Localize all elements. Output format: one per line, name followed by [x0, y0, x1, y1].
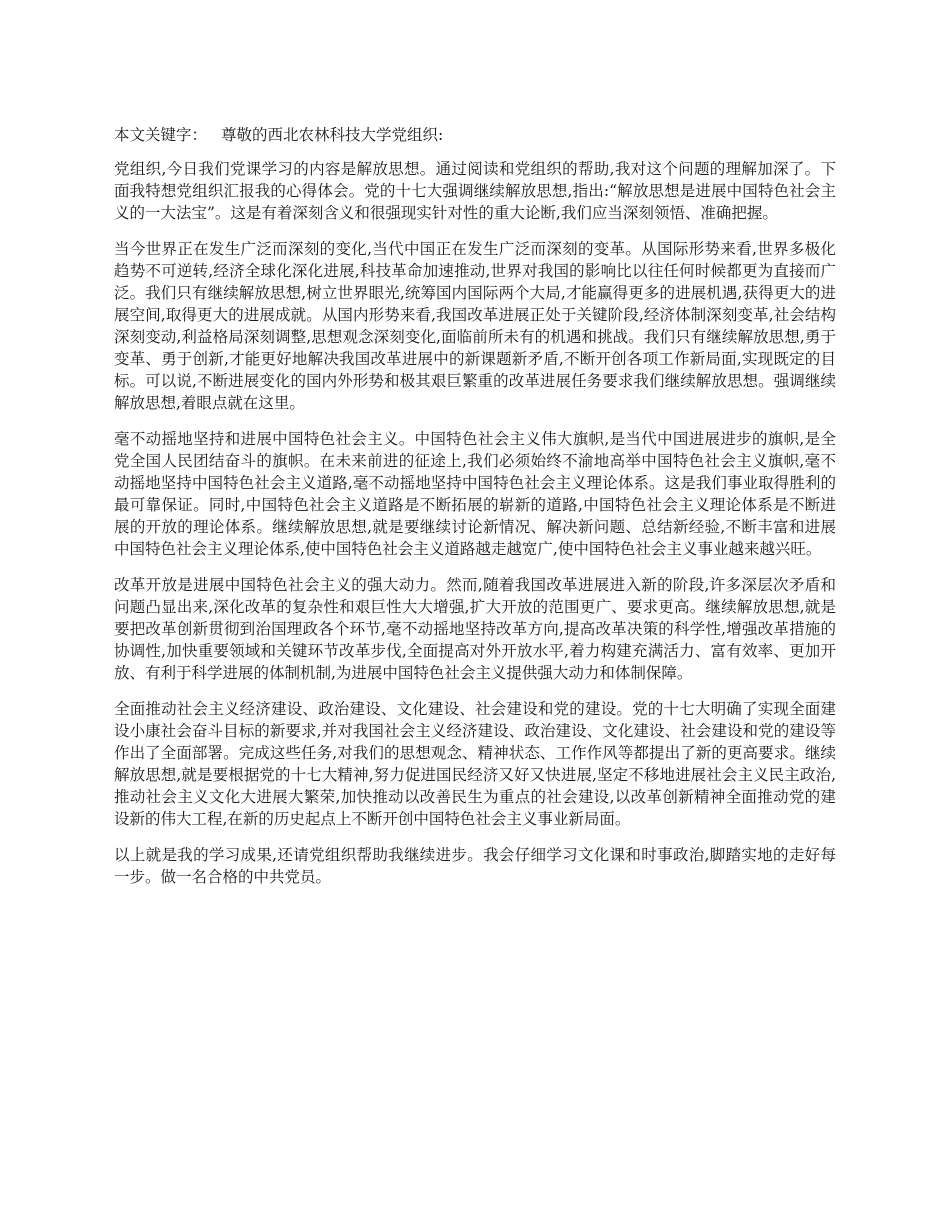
keyword-label: 本文关键字：: [114, 126, 208, 144]
keyword-line: [114, 124, 836, 146]
document-page: [114, 124, 836, 902]
paragraph-construction: 全面推动社会主义经济建设、政治建设、文化建设、社会建设和党的建设。党的十七大明确了实现全面建设小康社会奋斗目标的新要求,并对我国社会主义经济建设、政治建设、文化建设、社会建设和党的建设等作出了全面部署。完成这些任务,对我们的思想观念、精神状态、工作作风等都提出了新的更高要求。继续解放思想,就是要根据党的十七大精神,努力促进国民经济又好又快进展,坚定不移地进展社会主义民主政治,推动社会主义文化大进展大繁荣,加快推动以改善民生为重点的社会建设,以改革创新精神全面推动党的建设新的伟大工程,在新的历史起点上不断开创中国特色社会主义事业新局面。: [114, 700, 836, 828]
salutation: 尊敬的西北农林科技大学党组织:: [221, 126, 444, 144]
paragraph-world-situation: 当今世界正在发生广泛而深刻的变化,当代中国正在发生广泛而深刻的变革。从国际形势来看,世界多极化趋势不可逆转,经济全球化深化进展,科技革命加速推动,世界对我国的影响比以往任何时候都更为直接而广泛。我们只有继续解放思想,树立世界眼光,统筹国内国际两个大局,才能赢得更多的进展机遇,获得更大的进展空间,取得更大的进展成就。从国内形势来看,我国改革进展正处于关键阶段,经济体制深刻变革,社会结构深刻变动,利益格局深刻调整,思想观念深刻变化,面临前所未有的机遇和挑战。我们只有继续解放思想,勇于变革、勇于创新,才能更好地解决我国改革进展中的新课题新矛盾,不断开创各项工作新局面,实现既定的目标。可以说,不断进展变化的国内外形势和极其艰巨繁重的改革进展任务要求我们继续解放思想。强调继续解放思想,着眼点就在这里。: [114, 240, 836, 412]
paragraph-socialism: 毫不动摇地坚持和进展中国特色社会主义。中国特色社会主义伟大旗帜,是当代中国进展进步的旗帜,是全党全国人民团结奋斗的旗帜。在未来前进的征途上,我们必须始终不渝地高举中国特色社会主义旗帜,毫不动摇地坚持中国特色社会主义道路,毫不动摇地坚持中国特色社会主义理论体系。这是我们事业取得胜利的最可靠保证。同时,中国特色社会主义道路是不断拓展的崭新的道路,中国特色社会主义理论体系是不断进展的开放的理论体系。继续解放思想,就是要继续讨论新情况、解决新问题、总结新经验,不断丰富和进展中国特色社会主义理论体系,使中国特色社会主义道路越走越宽广,使中国特色社会主义事业越来越兴旺。: [114, 430, 836, 558]
paragraph-conclusion: 以上就是我的学习成果,还请党组织帮助我继续进步。我会仔细学习文化课和时事政治,脚踏实地的走好每一步。做一名合格的中共党员。: [114, 846, 836, 886]
paragraph-reform: 改革开放是进展中国特色社会主义的强大动力。然而,随着我国改革进展进入新的阶段,许多深层次矛盾和问题凸显出来,深化改革的复杂性和艰巨性大大增强,扩大开放的范围更广、要求更高。继续解放思想,就是要把改革创新贯彻到治国理政各个环节,毫不动摇地坚持改革方向,提高改革决策的科学性,增强改革措施的协调性,加快重要领域和关键环节改革步伐,全面提高对外开放水平,着力构建充满活力、富有效率、更加开放、有利于科学进展的体制机制,为进展中国特色社会主义提供强大动力和体制保障。: [114, 576, 836, 682]
paragraph-intro: 党组织,今日我们党课学习的内容是解放思想。通过阅读和党组织的帮助,我对这个问题的理解加深了。下面我特想党组织汇报我的心得体会。党的十七大强调继续解放思想,指出:“解放思想是进展中国特色社会主义的一大法宝”。这是有着深刻含义和很强现实针对性的重大论断,我们应当深刻领悟、准确把握。: [114, 160, 836, 222]
